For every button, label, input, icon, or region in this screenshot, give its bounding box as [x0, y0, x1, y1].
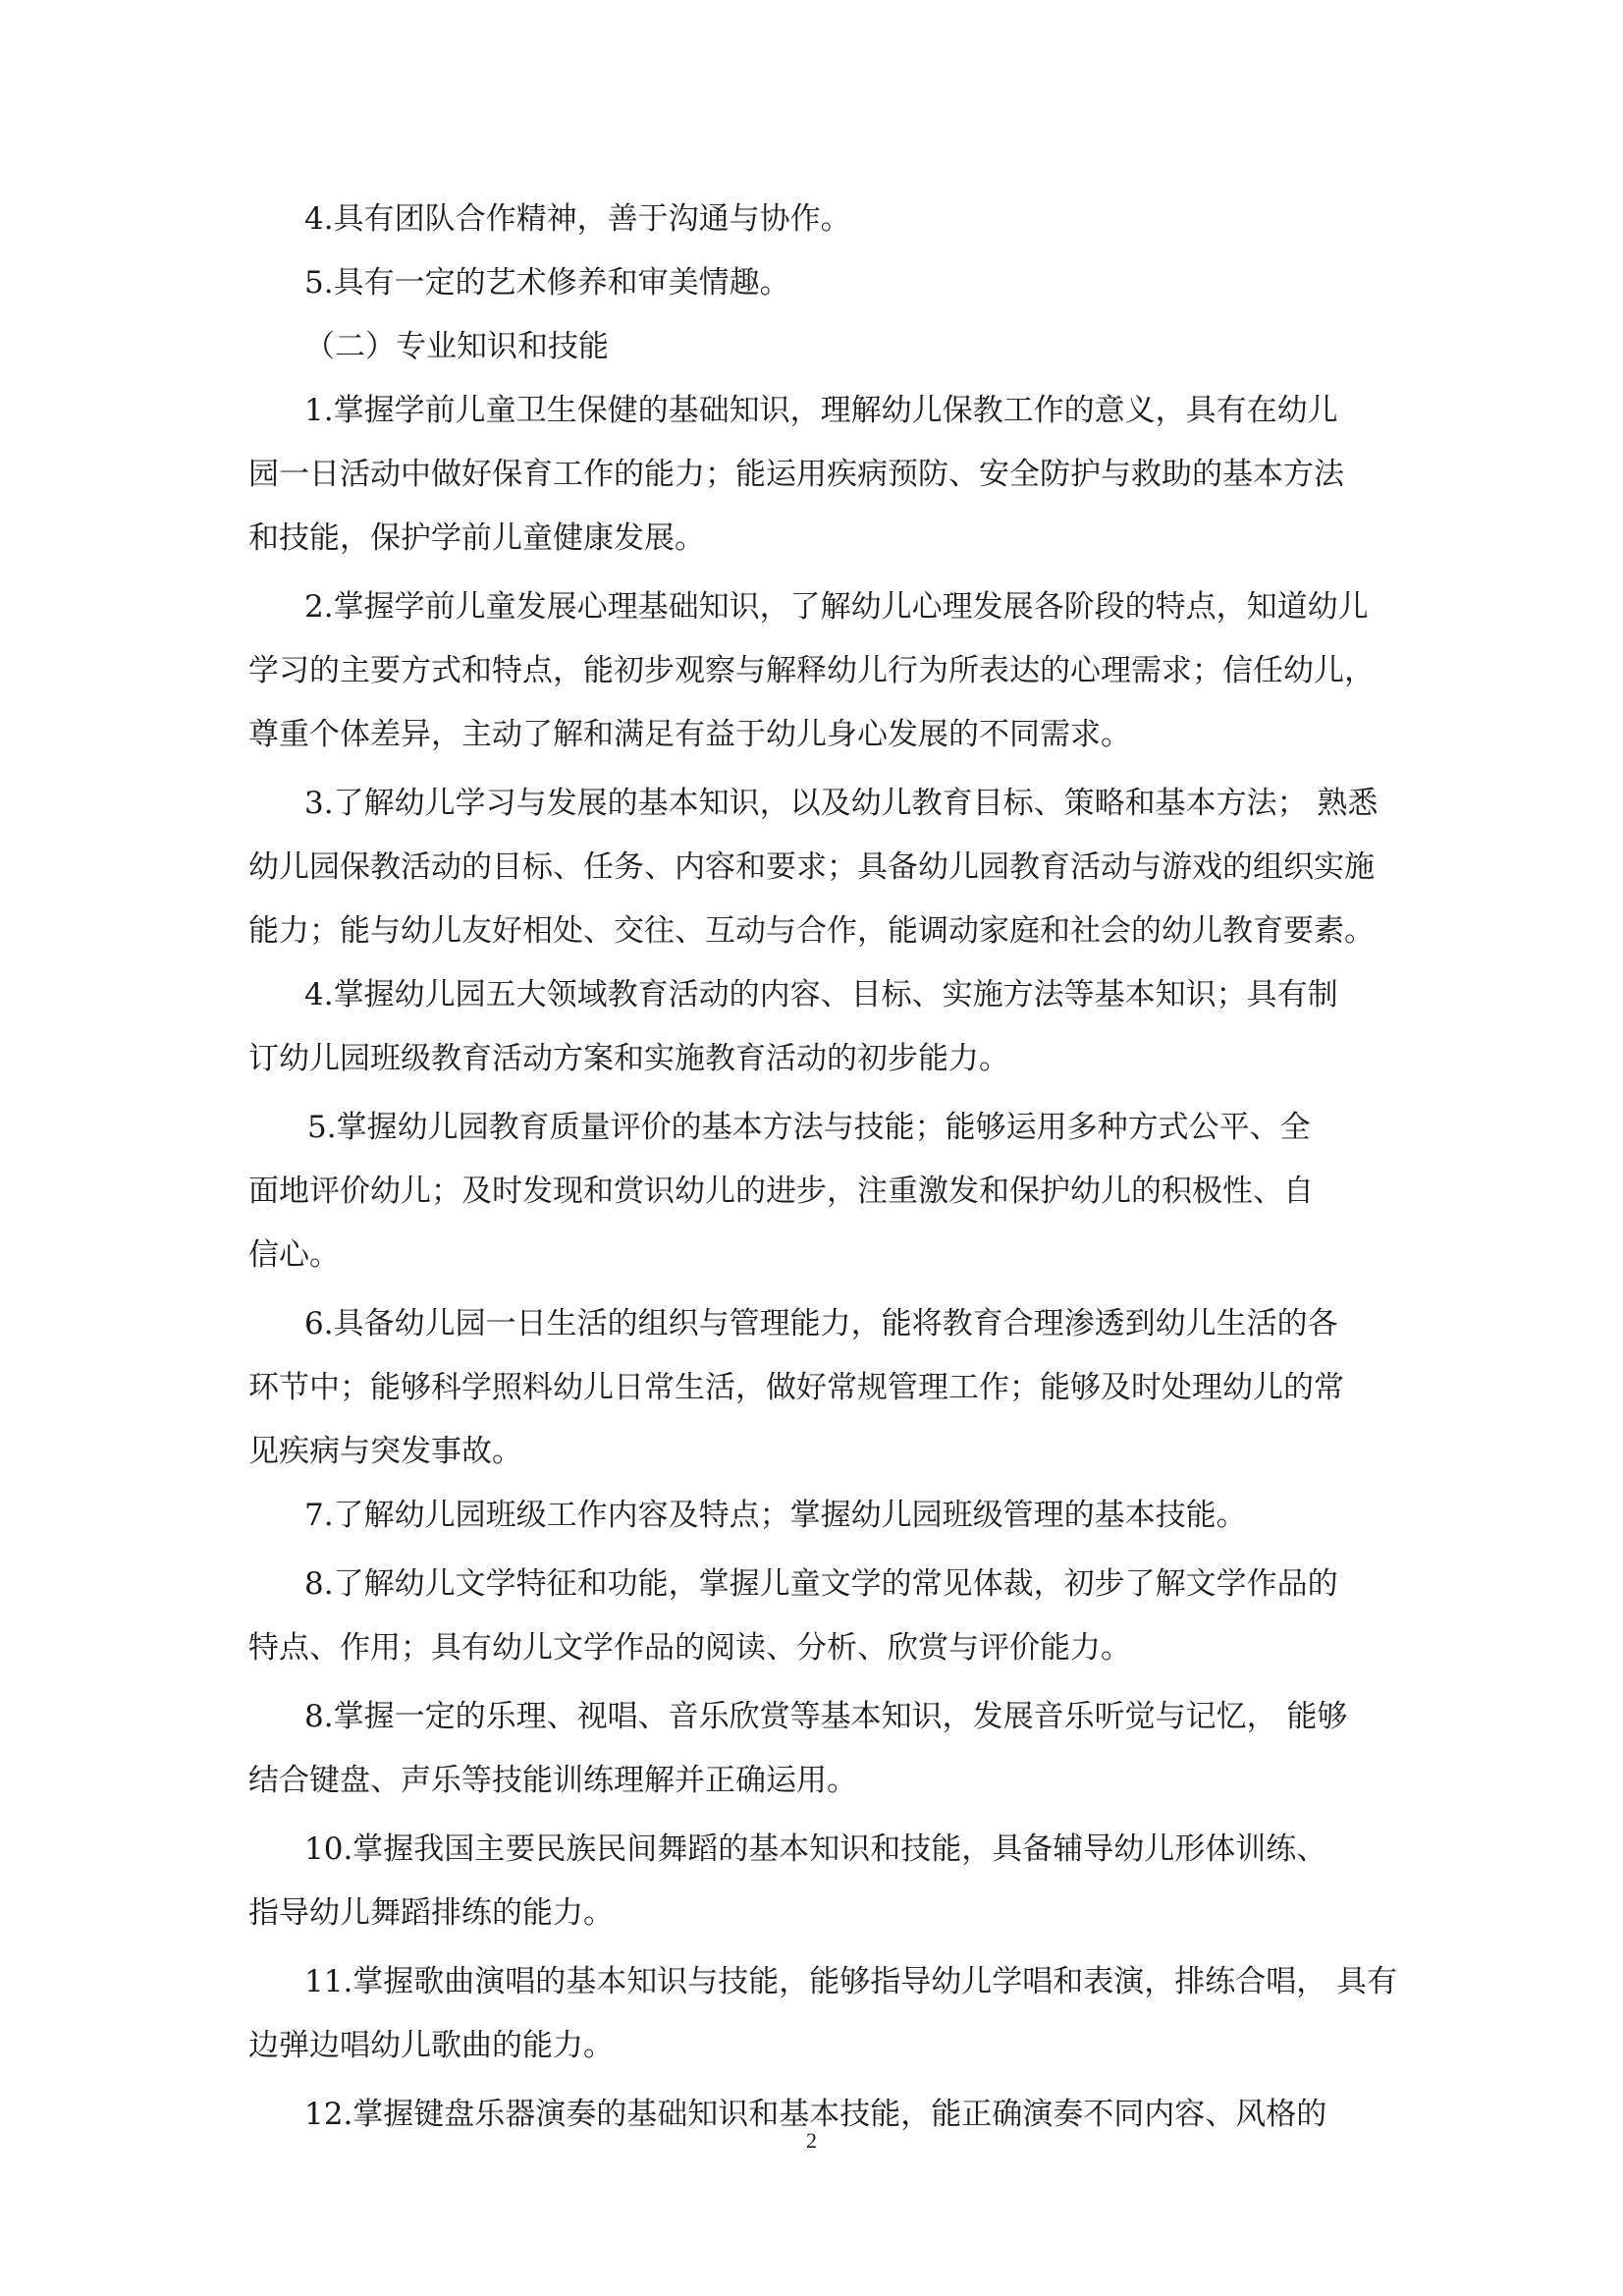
text-line: 指导幼儿舞蹈排练的能力。: [248, 1895, 614, 1931]
text-line: 10.掌握我国主要民族民间舞蹈的基本知识和技能，具备辅导幼儿形体训练、: [304, 1831, 1327, 1867]
text-line: 8.了解幼儿文学特征和功能，掌握儿童文学的常见体裁，初步了解文学作品的: [304, 1566, 1338, 1602]
page-number: 2: [806, 2128, 817, 2153]
text-line: 幼儿园保教活动的目标、任务、内容和要求；具备幼儿园教育活动与游戏的组织实施: [248, 849, 1375, 885]
text-line: 6.具备幼儿园一日生活的组织与管理能力，能将教育合理渗透到幼儿生活的各: [304, 1306, 1338, 1341]
text-line: 见疾病与突发事故。: [248, 1434, 522, 1469]
text-line: 园一日活动中做好保育工作的能力；能运用疾病预防、安全防护与救助的基本方法: [248, 457, 1344, 492]
text-line: 4.掌握幼儿园五大领域教育活动的内容、目标、实施方法等基本知识；具有制: [304, 977, 1338, 1012]
text-line: 边弹边唱幼儿歌曲的能力。: [248, 2028, 614, 2063]
text-line: 8.掌握一定的乐理、视唱、音乐欣赏等基本知识，发展音乐听觉与记忆， 能够: [304, 1699, 1348, 1734]
text-line: 信心。: [248, 1237, 340, 1273]
text-line: 学习的主要方式和特点，能初步观察与解释幼儿行为所表达的心理需求；信任幼儿，: [248, 653, 1375, 688]
text-line: 7.了解幼儿园班级工作内容及特点；掌握幼儿园班级管理的基本技能。: [304, 1498, 1247, 1533]
text-line: 面地评价幼儿；及时发现和赏识幼儿的进步，注重激发和保护幼儿的积极性、自: [248, 1174, 1314, 1209]
text-line: 5.掌握幼儿园教育质量评价的基本方法与技能；能够运用多种方式公平、全: [307, 1110, 1311, 1145]
text-line: 结合键盘、声乐等技能训练理解并正确运用。: [248, 1763, 857, 1798]
text-line: 特点、作用；具有幼儿文学作品的阅读、分析、欣赏与评价能力。: [248, 1630, 1131, 1666]
text-line: 和技能，保护学前儿童健康发展。: [248, 520, 705, 556]
text-line: 11.掌握歌曲演唱的基本知识与技能，能够指导幼儿学唱和表演，排练合唱， 具有: [304, 1964, 1398, 1999]
text-line: 12.掌握键盘乐器演奏的基础知识和基本技能，能正确演奏不同内容、风格的: [304, 2097, 1327, 2132]
text-line: 环节中；能够科学照料幼儿日常生活，做好常规管理工作；能够及时处理幼儿的常: [248, 1370, 1344, 1405]
text-line: 订幼儿园班级教育活动方案和实施教育活动的初步能力。: [248, 1041, 1009, 1076]
section-heading: （二）专业知识和技能: [304, 329, 609, 364]
text-line: 3.了解幼儿学习与发展的基本知识，以及幼儿教育目标、策略和基本方法； 熟悉: [304, 786, 1379, 821]
text-line: 2.掌握学前儿童发展心理基础知识，了解幼儿心理发展各阶段的特点，知道幼儿: [304, 589, 1369, 625]
text-line: 1.掌握学前儿童卫生保健的基础知识，理解幼儿保教工作的意义，具有在幼儿: [304, 393, 1338, 428]
text-line: 5.具有一定的艺术修养和审美情趣。: [304, 265, 790, 301]
text-line: 尊重个体差异，主动了解和满足有益于幼儿身心发展的不同需求。: [248, 717, 1131, 752]
text-line: 4.具有团队合作精神，善于沟通与协作。: [304, 201, 851, 237]
text-line: 能力；能与幼儿友好相处、交往、互动与合作，能调动家庭和社会的幼儿教育要素。: [248, 913, 1375, 949]
